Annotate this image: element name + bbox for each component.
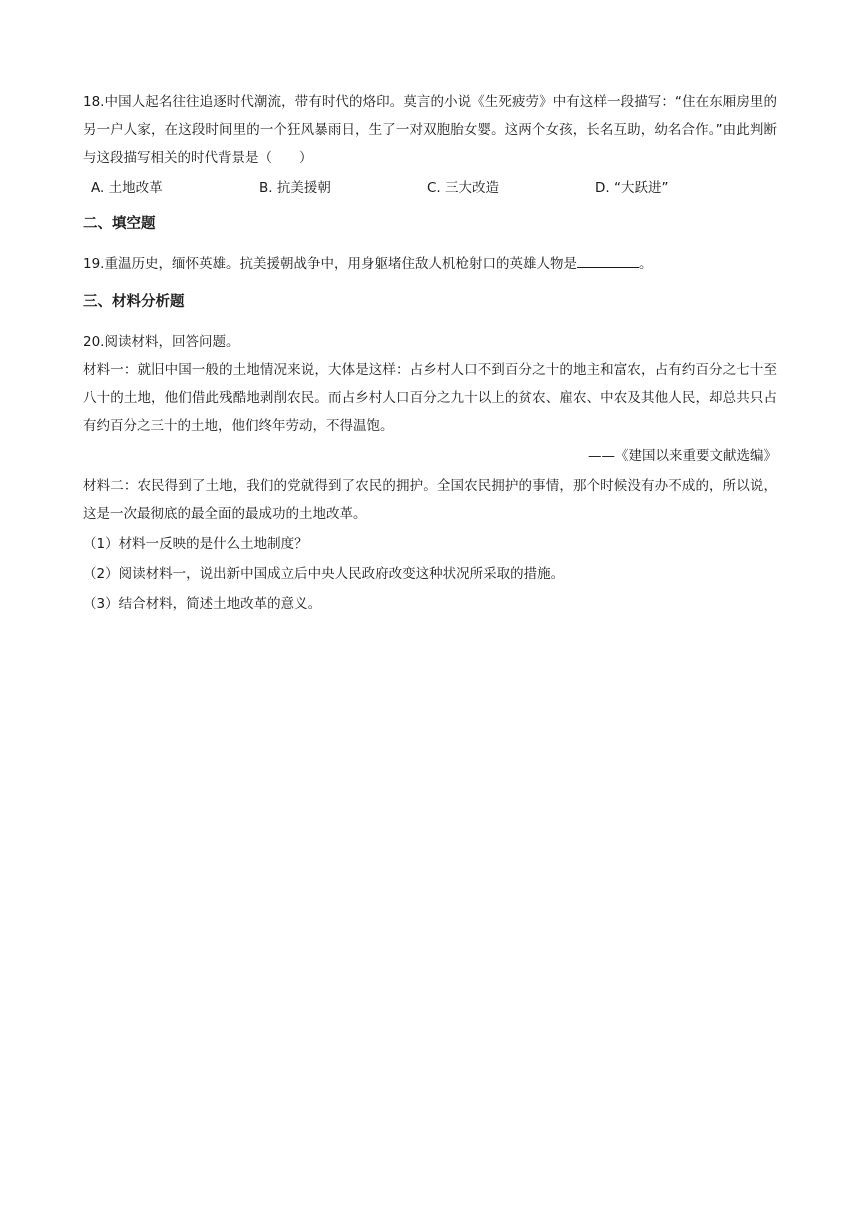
answer-blank[interactable] bbox=[577, 253, 639, 268]
question-19-end: 。 bbox=[638, 256, 653, 272]
question-19 bbox=[83, 250, 777, 278]
question-20-intro: 20.阅读材料，回答问题。 bbox=[83, 334, 240, 350]
material-one: 材料一：就旧中国一般的土地情况来说，大体是这样：占乡村人口不到百分之十的地主和富农，占有约百分之七十至八十的土地，他们借此残酷地剥削农民。而占乡村人口百分之九十以上的贫农、雇农、中农及其他人民，却总共只占有约百分之三十的土地，他们终年劳动，不得温饱。 bbox=[83, 362, 777, 434]
question-18-text: 18.中国人起名往往追逐时代潮流，带有时代的烙印。莫言的小说《生死疲劳》中有这样一段描写：“住在东厢房里的另一户人家，在这段时间里的一个狂风暴雨日，生了一对双胞胎女婴。这两个女孩，长名互助，幼名合作。”由此判断与这段描写相关的时代背景是（ ） bbox=[83, 94, 777, 166]
section-fill-blank-title: 二、填空题 bbox=[83, 216, 156, 232]
sub-question-1: （1）材料一反映的是什么土地制度？ bbox=[83, 536, 308, 552]
option-d[interactable]: D. “大跃进” bbox=[595, 180, 669, 196]
question-18-options bbox=[83, 176, 777, 200]
option-a[interactable]: A. 土地改革 bbox=[91, 180, 163, 196]
document-page bbox=[83, 88, 777, 620]
option-b[interactable]: B. 抗美援朝 bbox=[259, 180, 331, 196]
sub-question-2: （2）阅读材料一，说出新中国成立后中央人民政府改变这种状况所采取的措施。 bbox=[83, 566, 565, 582]
material-one-source: ——《建国以来重要文献选编》 bbox=[588, 448, 777, 464]
material-two: 材料二：农民得到了土地，我们的党就得到了农民的拥护。全国农民拥护的事情，那个时候没有办不成的，所以说，这是一次最彻底的最全面的最成功的土地改革。 bbox=[83, 478, 777, 522]
question-19-text: 19.重温历史，缅怀英雄。抗美援朝战争中，用身躯堵住敌人机枪射口的英雄人物是 bbox=[83, 256, 577, 272]
option-c[interactable]: C. 三大改造 bbox=[427, 180, 500, 196]
section-material-analysis-title: 三、材料分析题 bbox=[83, 294, 185, 310]
sub-question-3: （3）结合材料，简述土地改革的意义。 bbox=[83, 596, 322, 612]
